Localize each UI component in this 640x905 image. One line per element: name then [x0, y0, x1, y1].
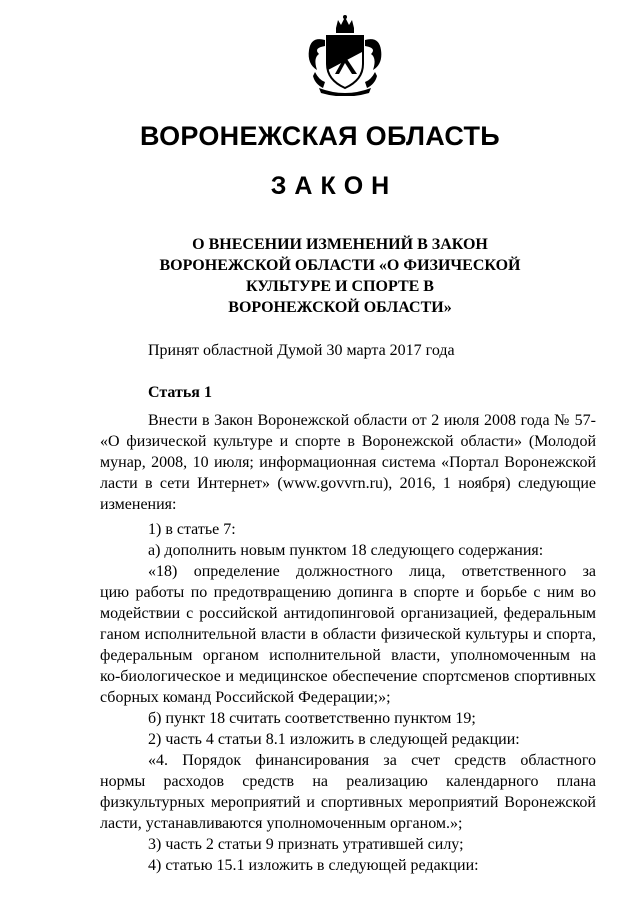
right-supporter-icon — [365, 39, 381, 70]
body-line: «О физической культуре и спорте в Воронежской области» (Молодой — [100, 433, 596, 450]
body-line: ласти, устанавливаются уполномоченным органом.»; — [100, 815, 463, 832]
body-line: нормы расходов средств на реализацию календарного плана — [100, 773, 596, 790]
body-line: ганом исполнительной власти в области физической культуры и спорта, — [100, 626, 596, 643]
crown-icon — [336, 15, 354, 33]
law-title — [150, 234, 530, 318]
body-line: а) дополнить новым пунктом 18 следующего содержания: — [148, 542, 544, 559]
body-line: б) пункт 18 считать соответственно пунктом 19; — [148, 710, 476, 727]
law-title-line: О ВНЕСЕНИИ ИЗМЕНЕНИЙ В ЗАКОН — [192, 236, 488, 253]
body-line: мунар, 2008, 10 июля; информационная система «Портал Воронежской — [100, 454, 596, 471]
body-line: Внести в Закон Воронежской области от 2 июля 2008 года № 57- — [148, 412, 596, 429]
body-line: 3) часть 2 статьи 9 признать утратившей силу; — [148, 836, 464, 853]
body-line: ласти в сети Интернет» (www.govvrn.ru), 2016, 1 ноября) следующие — [100, 475, 596, 492]
document-type: ЗАКОН — [270, 172, 398, 200]
article-heading: Статья 1 — [148, 384, 212, 401]
body-line: физкультурных мероприятий и спортивных мероприятий Воронежской — [100, 794, 596, 811]
body-line: сборных команд Российской Федерации;»; — [100, 689, 391, 706]
body-line: 2) часть 4 статьи 8.1 изложить в следующей редакции: — [148, 731, 520, 748]
body-line: 1) в статье 7: — [148, 521, 236, 538]
body-line: 4) статью 15.1 изложить в следующей редакции: — [148, 857, 479, 874]
law-title-line: КУЛЬТУРЕ И СПОРТЕ В — [246, 278, 434, 295]
law-title-line: ВОРОНЕЖСКОЙ ОБЛАСТИ «О ФИЗИЧЕСКОЙ — [159, 257, 521, 274]
body-line: цию работы по предотвращению допинга в спорте и борьбе с ним во — [100, 584, 596, 601]
body-line: федеральным органом исполнительной власти, уполномоченным на — [100, 647, 596, 664]
region-name: ВОРОНЕЖСКАЯ ОБЛАСТЬ — [139, 121, 501, 151]
adoption-date: Принят областной Думой 30 марта 2017 года — [148, 342, 455, 359]
body-line: ко-биологическое и медицинское обеспечение спортсменов спортивных — [100, 668, 596, 685]
left-supporter-icon — [309, 39, 325, 70]
law-title-line: ВОРОНЕЖСКОЙ ОБЛАСТИ» — [228, 299, 452, 316]
body-line: «18) определение должностного лица, ответственного за — [148, 563, 596, 580]
body-line: «4. Порядок финансирования за счет средств областного — [148, 752, 596, 769]
body-line: изменения: — [100, 496, 177, 513]
coat-of-arms-icon — [305, 14, 385, 96]
body-line: модействии с российской антидопинговой организацией, федеральным — [100, 605, 596, 622]
